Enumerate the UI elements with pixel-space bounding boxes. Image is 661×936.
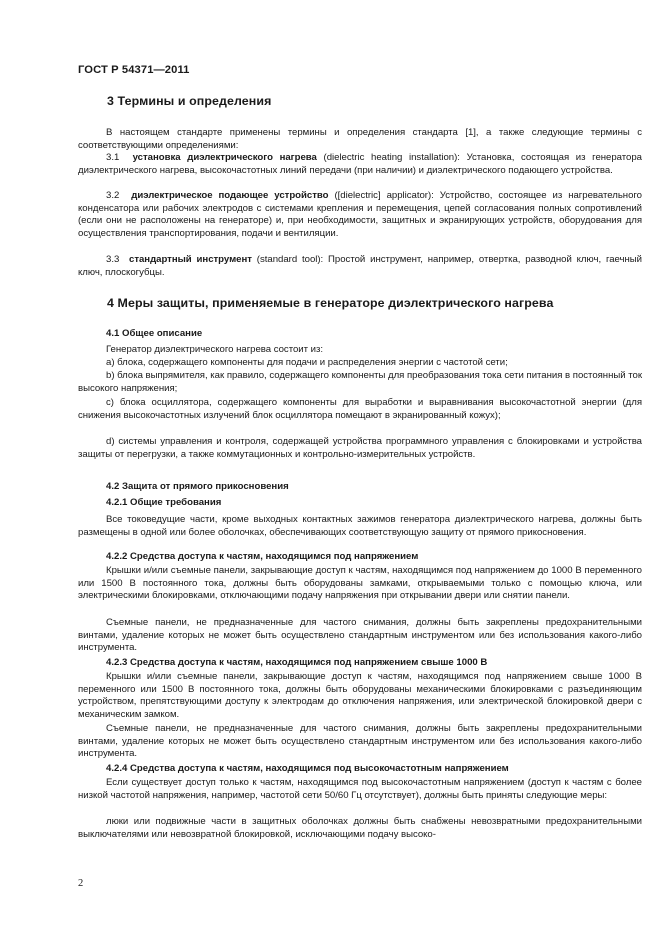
- term-number: 3.1: [106, 152, 120, 163]
- paragraph-4-2-3-b: Съемные панели, не предназначенные для частого снимания, должны быть закреплены предохранительными винтами, удаление которых не может быть осуществлено стандартным инструментом или без использования какого-либо инструмента.: [78, 723, 642, 760]
- paragraph-4-2-4-b: люки или подвижные части в защитных оболочках должны быть снабжены невозвратными предохранительными выключателями или невозвратной блокировкой, исключающими подачу высоко-: [78, 816, 642, 840]
- paragraph-4-2-2-a: Крышки и/или съемные панели, закрывающие доступ к частям, находящимся под напряжением до 1000 В переменного или 1500 В постоянного тока, должны быть оборудованы замками, открываемыми только с помощью ключа, или электрическими блокировками, отключающими подачу напряжения при открывании двери или снятии панели.: [78, 565, 642, 602]
- paragraph-4-2-4-a: Если существует доступ только к частям, находящимся под высокочастотным напряжением (доступ к частям с более низкой частотой напряжения, например, частотой сети 50/60 Гц отсутствует), должны быть приняты следующие меры:: [78, 777, 642, 801]
- term-definition: (dielectric heating installation): Установка, состоящая из генератора диэлектрического нагрева, высокочастотных линий передачи (при наличии) и диэлектрического подающего устройства.: [78, 152, 642, 176]
- term-name: диэлектрическое подающее устройство: [131, 190, 329, 201]
- term-name: стандартный инструмент: [129, 254, 252, 265]
- list-item-a: a) блока, содержащего компоненты для подачи и распределения энергии с частотой сети;: [106, 357, 508, 368]
- term-3-1: [78, 152, 642, 177]
- subsection-4-2-3-title: 4.2.3 Средства доступа к частям, находящимся под напряжением свыше 1000 В: [106, 657, 488, 668]
- list-item-b: b) блока выпрямителя, как правило, содержащего компоненты для преобразования тока сети питания в постоянный ток высокого напряжения;: [78, 370, 642, 394]
- list-item-c: c) блока осциллятора, содержащего компоненты для выработки и выравнивания высокочастотной энергии (для снижения высокочастотных излучений блок осциллятора помещают в экранированный кожух);: [78, 397, 642, 421]
- term-3-2: [78, 190, 642, 240]
- page-number: 2: [78, 878, 84, 889]
- term-definition: (standard tool): Простой инструмент, например, отвертка, разводной ключ, гаечный ключ, плоскогубцы.: [78, 254, 642, 278]
- paragraph-4-1: Генератор диэлектрического нагрева состоит из:: [106, 344, 324, 355]
- subsection-4-1-title: 4.1 Общее описание: [106, 328, 203, 339]
- section-3-title: 3 Термины и определения: [107, 94, 272, 108]
- term-name: установка диэлектрического нагрева: [132, 152, 317, 163]
- paragraph-4-2-2-b: Съемные панели, не предназначенные для частого снимания, должны быть закреплены предохранительными винтами, удаление которых не может быть осуществлено стандартным инструментом или без использования какого-либо инструмента.: [78, 617, 642, 654]
- subsection-4-2-4-title: 4.2.4 Средства доступа к частям, находящимся под высокочастотным напряжением: [106, 763, 509, 774]
- section-3-intro: В настоящем стандарте применены термины и определения стандарта [1], а также следующие термины с соответствующими определениями:: [78, 127, 642, 151]
- document-header: ГОСТ Р 54371—2011: [78, 64, 190, 76]
- term-definition: ([dielectric] applicator): Устройство, состоящее из нагревательного конденсатора или рабочих электродов с системами крепления и перемещения, цепей согласования полных сопротивлений (если они не расположены на генераторе) и, при необходимости, защитных и экранирующих устройств, оборудования для осуществления транспортирования, подачи и вентиляции.: [78, 190, 642, 239]
- subsection-4-2-title: 4.2 Защита от прямого прикосновения: [106, 481, 289, 492]
- term-number: 3.2: [106, 190, 120, 201]
- subsection-4-2-2-title: 4.2.2 Средства доступа к частям, находящимся под напряжением: [106, 551, 419, 562]
- list-item-d: d) системы управления и контроля, содержащей устройства программного управления с блокировками и устройства защиты от перегрузки, а также коммутационных и контрольно-измерительных устройств.: [78, 436, 642, 460]
- term-3-3: [78, 254, 642, 279]
- paragraph-4-2-1: Все токоведущие части, кроме выходных контактных зажимов генератора диэлектрического нагрева, должны быть размещены в одной или более оболочках, обеспечивающих соответствующую защиту от прямого прикосновения.: [78, 514, 642, 538]
- subsection-4-2-1-title: 4.2.1 Общие требования: [106, 497, 222, 508]
- section-4-title: 4 Меры защиты, применяемые в генераторе диэлектрического нагрева: [107, 296, 554, 310]
- term-number: 3.3: [106, 254, 120, 265]
- paragraph-4-2-3-a: Крышки и/или съемные панели, закрывающие доступ к частям, находящимся под напряжением свыше 1000 В переменного или 1500 В постоянного тока, должны быть оборудованы механическими блокировками с разъединяющим устройством, препятствующими доступу к электродам до отключения напряжения, или электрической блокировкой двери с механическим замком.: [78, 671, 642, 720]
